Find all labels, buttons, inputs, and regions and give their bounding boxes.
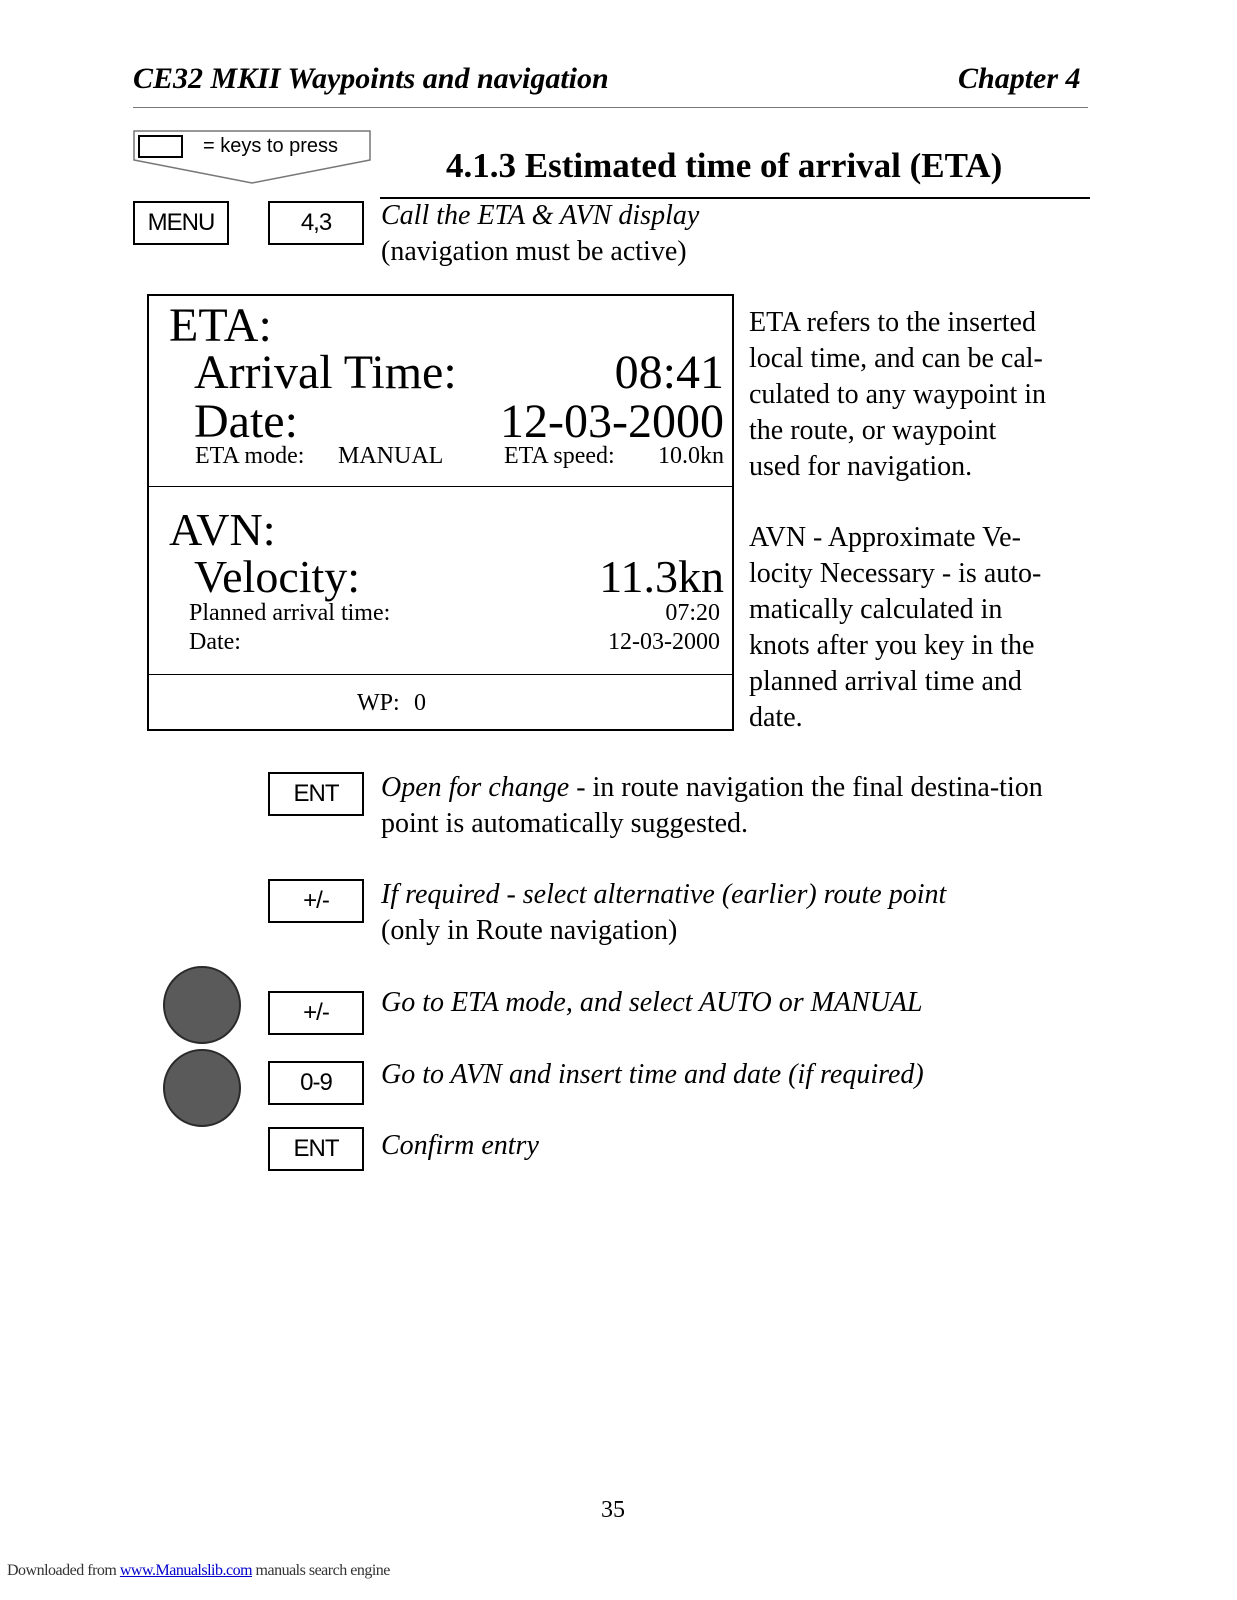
step-open-change xyxy=(381,770,1096,842)
arrival-time-value: 08:41 xyxy=(614,346,724,399)
cursor-dial-icon[interactable] xyxy=(163,966,241,1044)
avn-explanation xyxy=(749,520,1099,736)
eta-speed-value: 10.0kn xyxy=(658,443,724,469)
step-alternative-point xyxy=(381,877,1096,949)
cursor-dial-icon[interactable] xyxy=(163,1049,241,1127)
avn-line: locity Necessary - is auto- xyxy=(749,558,1042,589)
key-4-3[interactable]: 4,3 xyxy=(268,201,364,245)
legend-text: = keys to press xyxy=(203,135,339,157)
eta-mode-value: MANUAL xyxy=(338,443,444,469)
footer-suffix: manuals search engine xyxy=(252,1562,390,1579)
eta-mode-label: ETA mode: xyxy=(195,443,305,469)
display-divider-2 xyxy=(149,674,732,675)
avn-date-label: Date: xyxy=(189,629,241,655)
eta-avn-display xyxy=(147,294,734,731)
wp-label: WP: xyxy=(357,690,400,716)
eta-heading: ETA: xyxy=(169,299,272,352)
ent-key[interactable]: ENT xyxy=(268,772,364,816)
header-rule xyxy=(133,107,1088,108)
step-call-plain: (navigation must be active) xyxy=(381,236,687,267)
eta-line: the route, or waypoint xyxy=(749,415,997,446)
eta-date-value: 12-03-2000 xyxy=(500,395,724,448)
step-eta-mode: Go to ETA mode, and select AUTO or MANUAL xyxy=(381,987,923,1018)
planned-arrival-label: Planned arrival time: xyxy=(189,600,391,626)
avn-line: date. xyxy=(749,702,803,733)
eta-speed-label: ETA speed: xyxy=(504,443,615,469)
eta-explanation xyxy=(749,305,1099,485)
footer-prefix: Downloaded from xyxy=(7,1562,120,1579)
eta-line: ETA refers to the inserted xyxy=(749,307,1036,338)
eta-line: culated to any waypoint in xyxy=(749,379,1047,410)
step-call-italic: Call the ETA & AVN display xyxy=(381,200,700,231)
avn-line: matically calculated in xyxy=(749,594,1003,625)
header-title: CE32 MKII Waypoints and navigation xyxy=(133,62,609,95)
avn-heading: AVN: xyxy=(169,504,276,555)
velocity-value: 11.3kn xyxy=(599,551,724,602)
menu-key[interactable]: MENU xyxy=(133,201,229,245)
footer xyxy=(7,1562,390,1580)
wp-value: 0 xyxy=(414,690,426,716)
velocity-label: Velocity: xyxy=(194,551,361,602)
avn-line: AVN - Approximate Ve- xyxy=(749,522,1021,553)
plus-minus-key[interactable]: +/- xyxy=(268,991,364,1035)
numeric-key[interactable]: 0-9 xyxy=(268,1061,364,1105)
page-number: 35 xyxy=(601,1497,625,1523)
step-required-plain: (only in Route navigation) xyxy=(381,915,678,946)
planned-arrival-value: 07:20 xyxy=(665,600,720,626)
step-avn-insert: Go to AVN and insert time and date (if required) xyxy=(381,1059,924,1090)
step-call-display xyxy=(381,198,1096,270)
avn-line: knots after you key in the xyxy=(749,630,1035,661)
step-open-plain: - in route navigation the final destina-tion point is automatically suggested. xyxy=(381,772,1043,839)
section-title: 4.1.3 Estimated time of arrival (ETA) xyxy=(446,146,1003,185)
header-chapter: Chapter 4 xyxy=(958,62,1081,95)
ent-key[interactable]: ENT xyxy=(268,1127,364,1171)
eta-line: used for navigation. xyxy=(749,451,973,482)
step-open-italic: Open for change xyxy=(381,772,570,803)
eta-date-label: Date: xyxy=(194,395,298,448)
eta-line: local time, and can be cal- xyxy=(749,343,1043,374)
display-divider-1 xyxy=(149,486,732,487)
legend-key-sample xyxy=(138,135,183,158)
arrival-time-label: Arrival Time: xyxy=(194,346,457,399)
avn-date-value: 12-03-2000 xyxy=(608,629,720,655)
step-confirm: Confirm entry xyxy=(381,1130,539,1161)
plus-minus-key[interactable]: +/- xyxy=(268,879,364,923)
step-required-italic: If required - select alternative (earlier) route point xyxy=(381,879,947,910)
footer-link[interactable]: www.Manualslib.com xyxy=(119,1562,253,1579)
keys-legend xyxy=(133,130,378,190)
avn-line: planned arrival time and xyxy=(749,666,1022,697)
